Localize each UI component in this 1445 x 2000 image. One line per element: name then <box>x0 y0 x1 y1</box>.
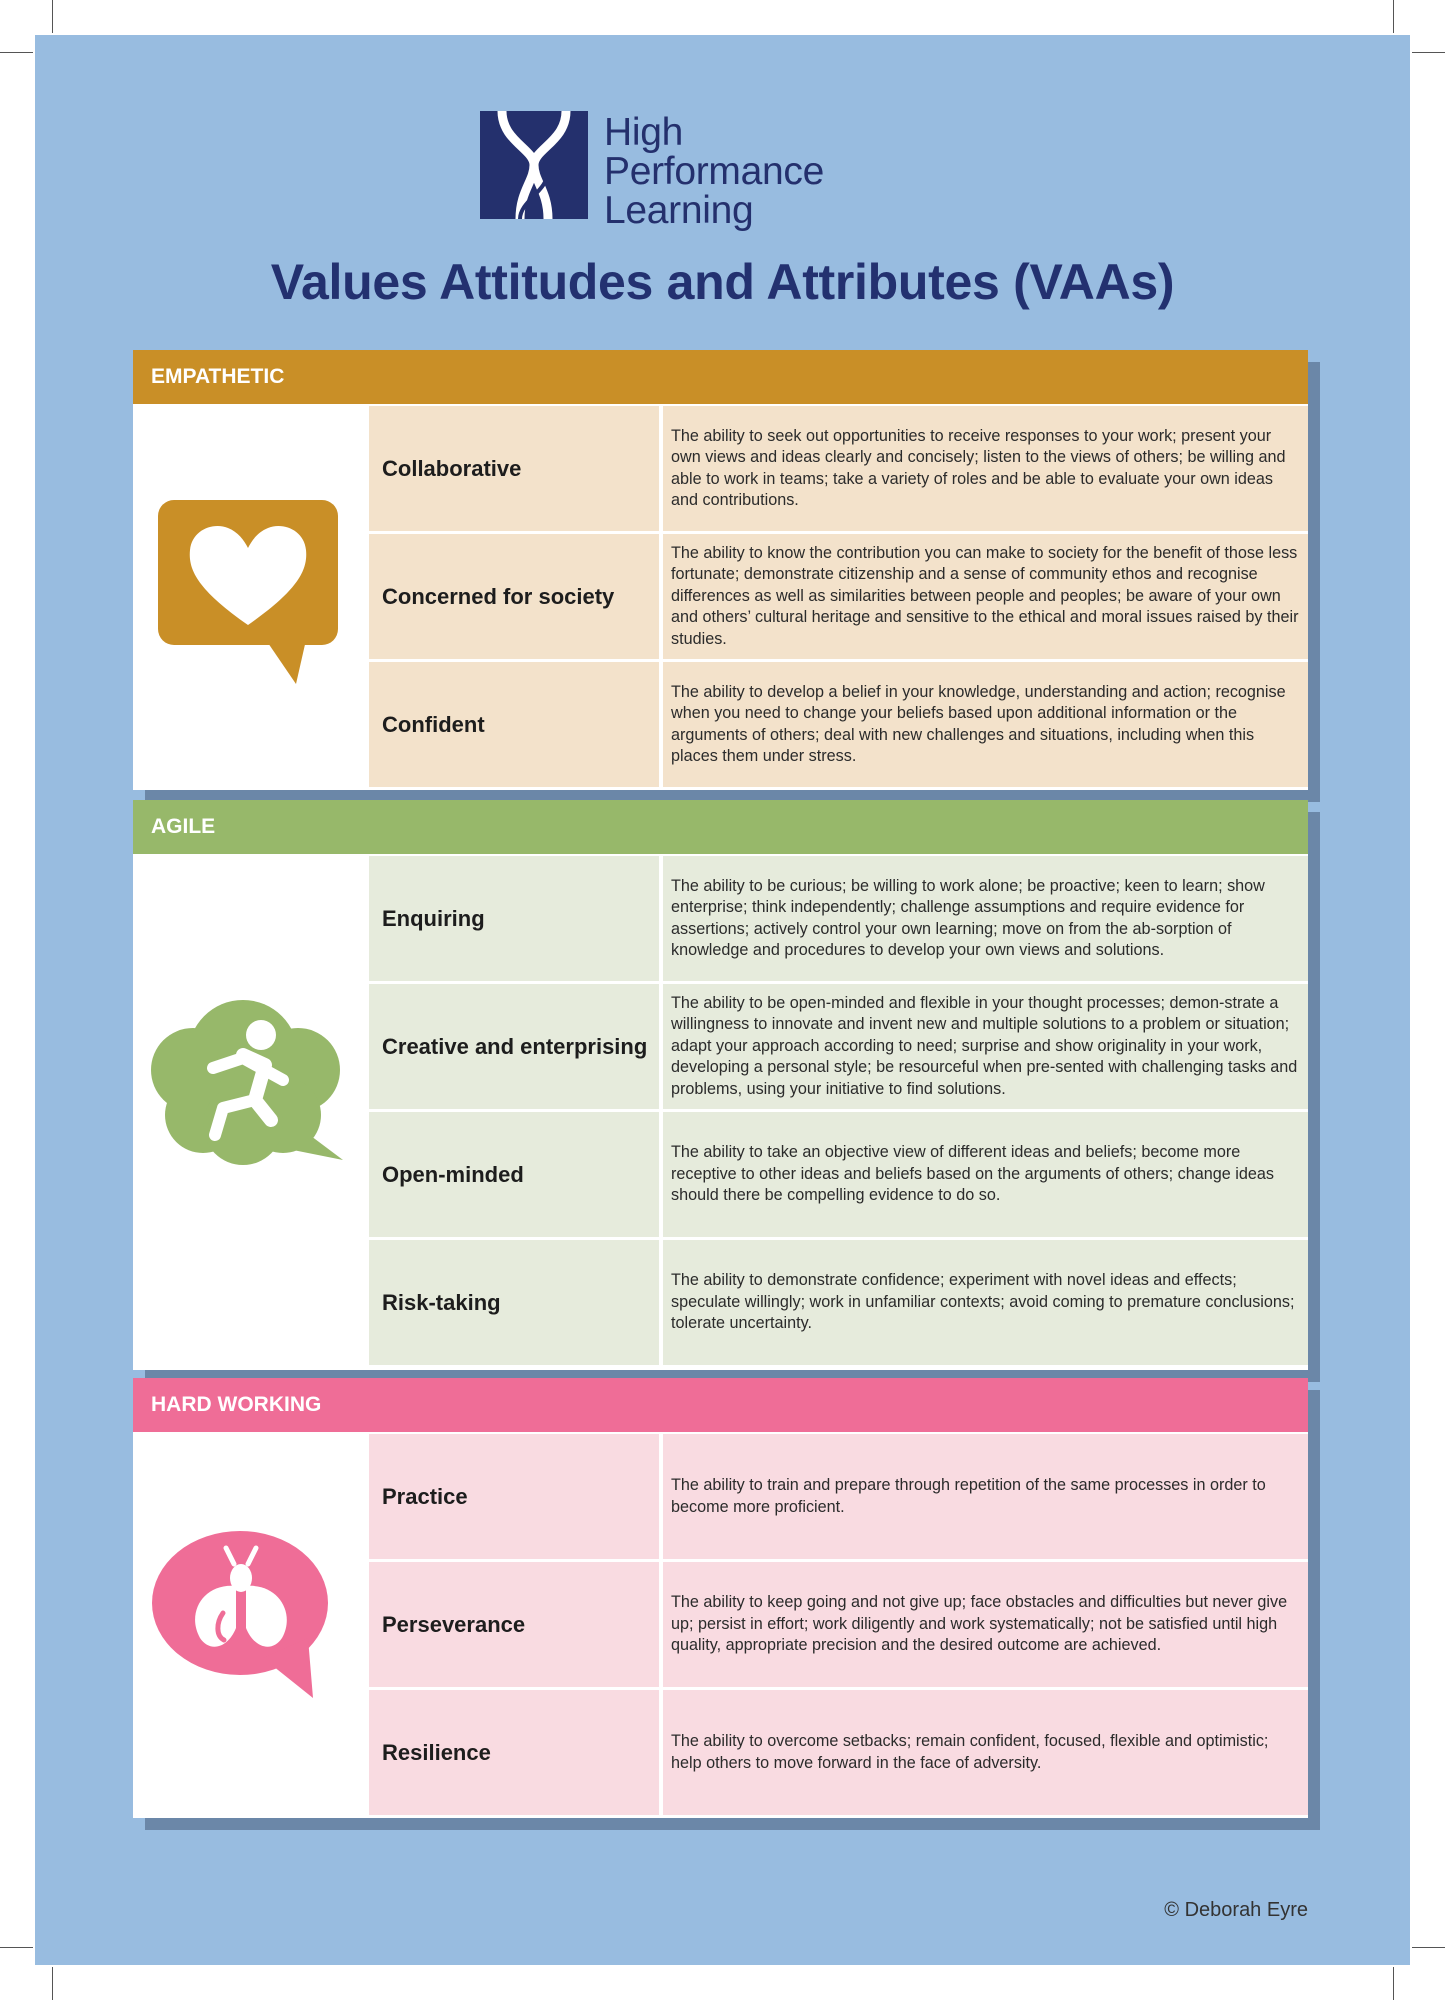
bee-speech-bubble-icon <box>148 1528 343 1698</box>
logo-mark-icon <box>480 111 588 219</box>
attribute-description: The ability to seek out opportunities to receive responses to your work; present your own views and ideas clearly and concisely; listen to the views of others; be willing and able to work in teams; take a variety of roles and be able to evaluate your own ideas and contributions. <box>663 406 1308 531</box>
attribute-name: Risk-taking <box>369 1240 659 1365</box>
attribute-name: Collaborative <box>369 406 659 531</box>
attribute-name: Confident <box>369 662 659 787</box>
attribute-description: The ability to overcome setbacks; remain confident, focused, flexible and optimistic; help others to move forward in the face of adversity. <box>663 1690 1308 1815</box>
logo-line: Learning <box>604 189 754 232</box>
table-row <box>369 1562 1308 1687</box>
page-title: Values Attitudes and Attributes (VAAs) <box>270 254 1175 310</box>
attribute-name: Open-minded <box>369 1112 659 1237</box>
attribute-name: Perseverance <box>369 1562 659 1687</box>
copyright: © Deborah Eyre <box>1164 1899 1308 1921</box>
crop-mark <box>0 52 33 53</box>
table-row <box>369 856 1308 981</box>
section-header: AGILE <box>133 800 1308 854</box>
attribute-name: Enquiring <box>369 856 659 981</box>
crop-mark <box>1412 52 1445 53</box>
table-row <box>369 1112 1308 1237</box>
attribute-description: The ability to keep going and not give up; face obstacles and difficulties but never give up; persist in effort; work diligently and work systematically; not be satisfied until high quality, appropriate precision and the desired outcome are achieved. <box>663 1562 1308 1687</box>
attribute-name: Resilience <box>369 1690 659 1815</box>
heart-speech-bubble-icon <box>158 500 343 685</box>
table-row <box>369 534 1308 659</box>
table-row <box>369 1434 1308 1559</box>
table-row <box>369 406 1308 531</box>
section-header: HARD WORKING <box>133 1378 1308 1432</box>
section-rows <box>369 856 1308 1370</box>
person-jumping-cloud-icon <box>143 990 353 1170</box>
logo-text <box>604 113 904 230</box>
section-header: EMPATHETIC <box>133 350 1308 404</box>
attribute-description: The ability to demonstrate confidence; experiment with novel ideas and effects; speculate willingly; work in unfamiliar contexts; avoid coming to premature conclusions; tolerate uncertainty. <box>663 1240 1308 1365</box>
attribute-description: The ability to know the contribution you can make to society for the benefit of those less fortunate; demonstrate citizenship and a sense of community ethos and recognise differences as well as similarities between people and peoples; be aware of your own and others’ cultural heritage and sensitive to the ethical and moral issues raised by their studies. <box>663 534 1308 659</box>
table-row <box>369 1690 1308 1815</box>
attribute-name: Creative and enterprising <box>369 984 659 1109</box>
attribute-name: Concerned for society <box>369 534 659 659</box>
crop-mark <box>52 0 53 33</box>
attribute-description: The ability to develop a belief in your knowledge, understanding and action; recognise when you need to change your beliefs based upon additional information or the arguments of others; deal with new challenges and situations, including when this places them under stress. <box>663 662 1308 787</box>
table-row <box>369 662 1308 787</box>
logo-line: High <box>604 111 684 154</box>
crop-mark <box>0 1947 33 1948</box>
crop-mark <box>1412 1947 1445 1948</box>
table-row <box>369 984 1308 1109</box>
logo-line: Performance <box>604 150 824 193</box>
section-agile <box>133 800 1308 1370</box>
attribute-description: The ability to train and prepare through repetition of the same processes in order to become more proficient. <box>663 1434 1308 1559</box>
section-rows <box>369 406 1308 790</box>
attribute-name: Practice <box>369 1434 659 1559</box>
section-rows <box>369 1434 1308 1818</box>
table-row <box>369 1240 1308 1365</box>
attribute-description: The ability to take an objective view of different ideas and beliefs; become more receptive to other ideas and beliefs based on the arguments of others; change ideas should there be compelling evidence to do so. <box>663 1112 1308 1237</box>
crop-mark <box>52 1967 53 2000</box>
crop-mark <box>1393 1967 1394 2000</box>
section-empathetic <box>133 350 1308 790</box>
crop-mark <box>1393 0 1394 33</box>
poster <box>35 35 1410 1965</box>
attribute-description: The ability to be open-minded and flexible in your thought processes; demon-strate a willingness to innovate and invent new and multiple solutions to a problem or situation; adapt your approach according to need; surprise and show originality in your work, developing a personal style; be resourceful when pre-sented with challenging tasks and problems, using your initiative to find solutions. <box>663 984 1308 1109</box>
attribute-description: The ability to be curious; be willing to work alone; be proactive; keen to learn; show enterprise; think independently; challenge assumptions and require evidence for assertions; actively control your own learning; move on from the ab-sorption of knowledge and procedures to develop your own views and solutions. <box>663 856 1308 981</box>
section-hard-working <box>133 1378 1308 1818</box>
